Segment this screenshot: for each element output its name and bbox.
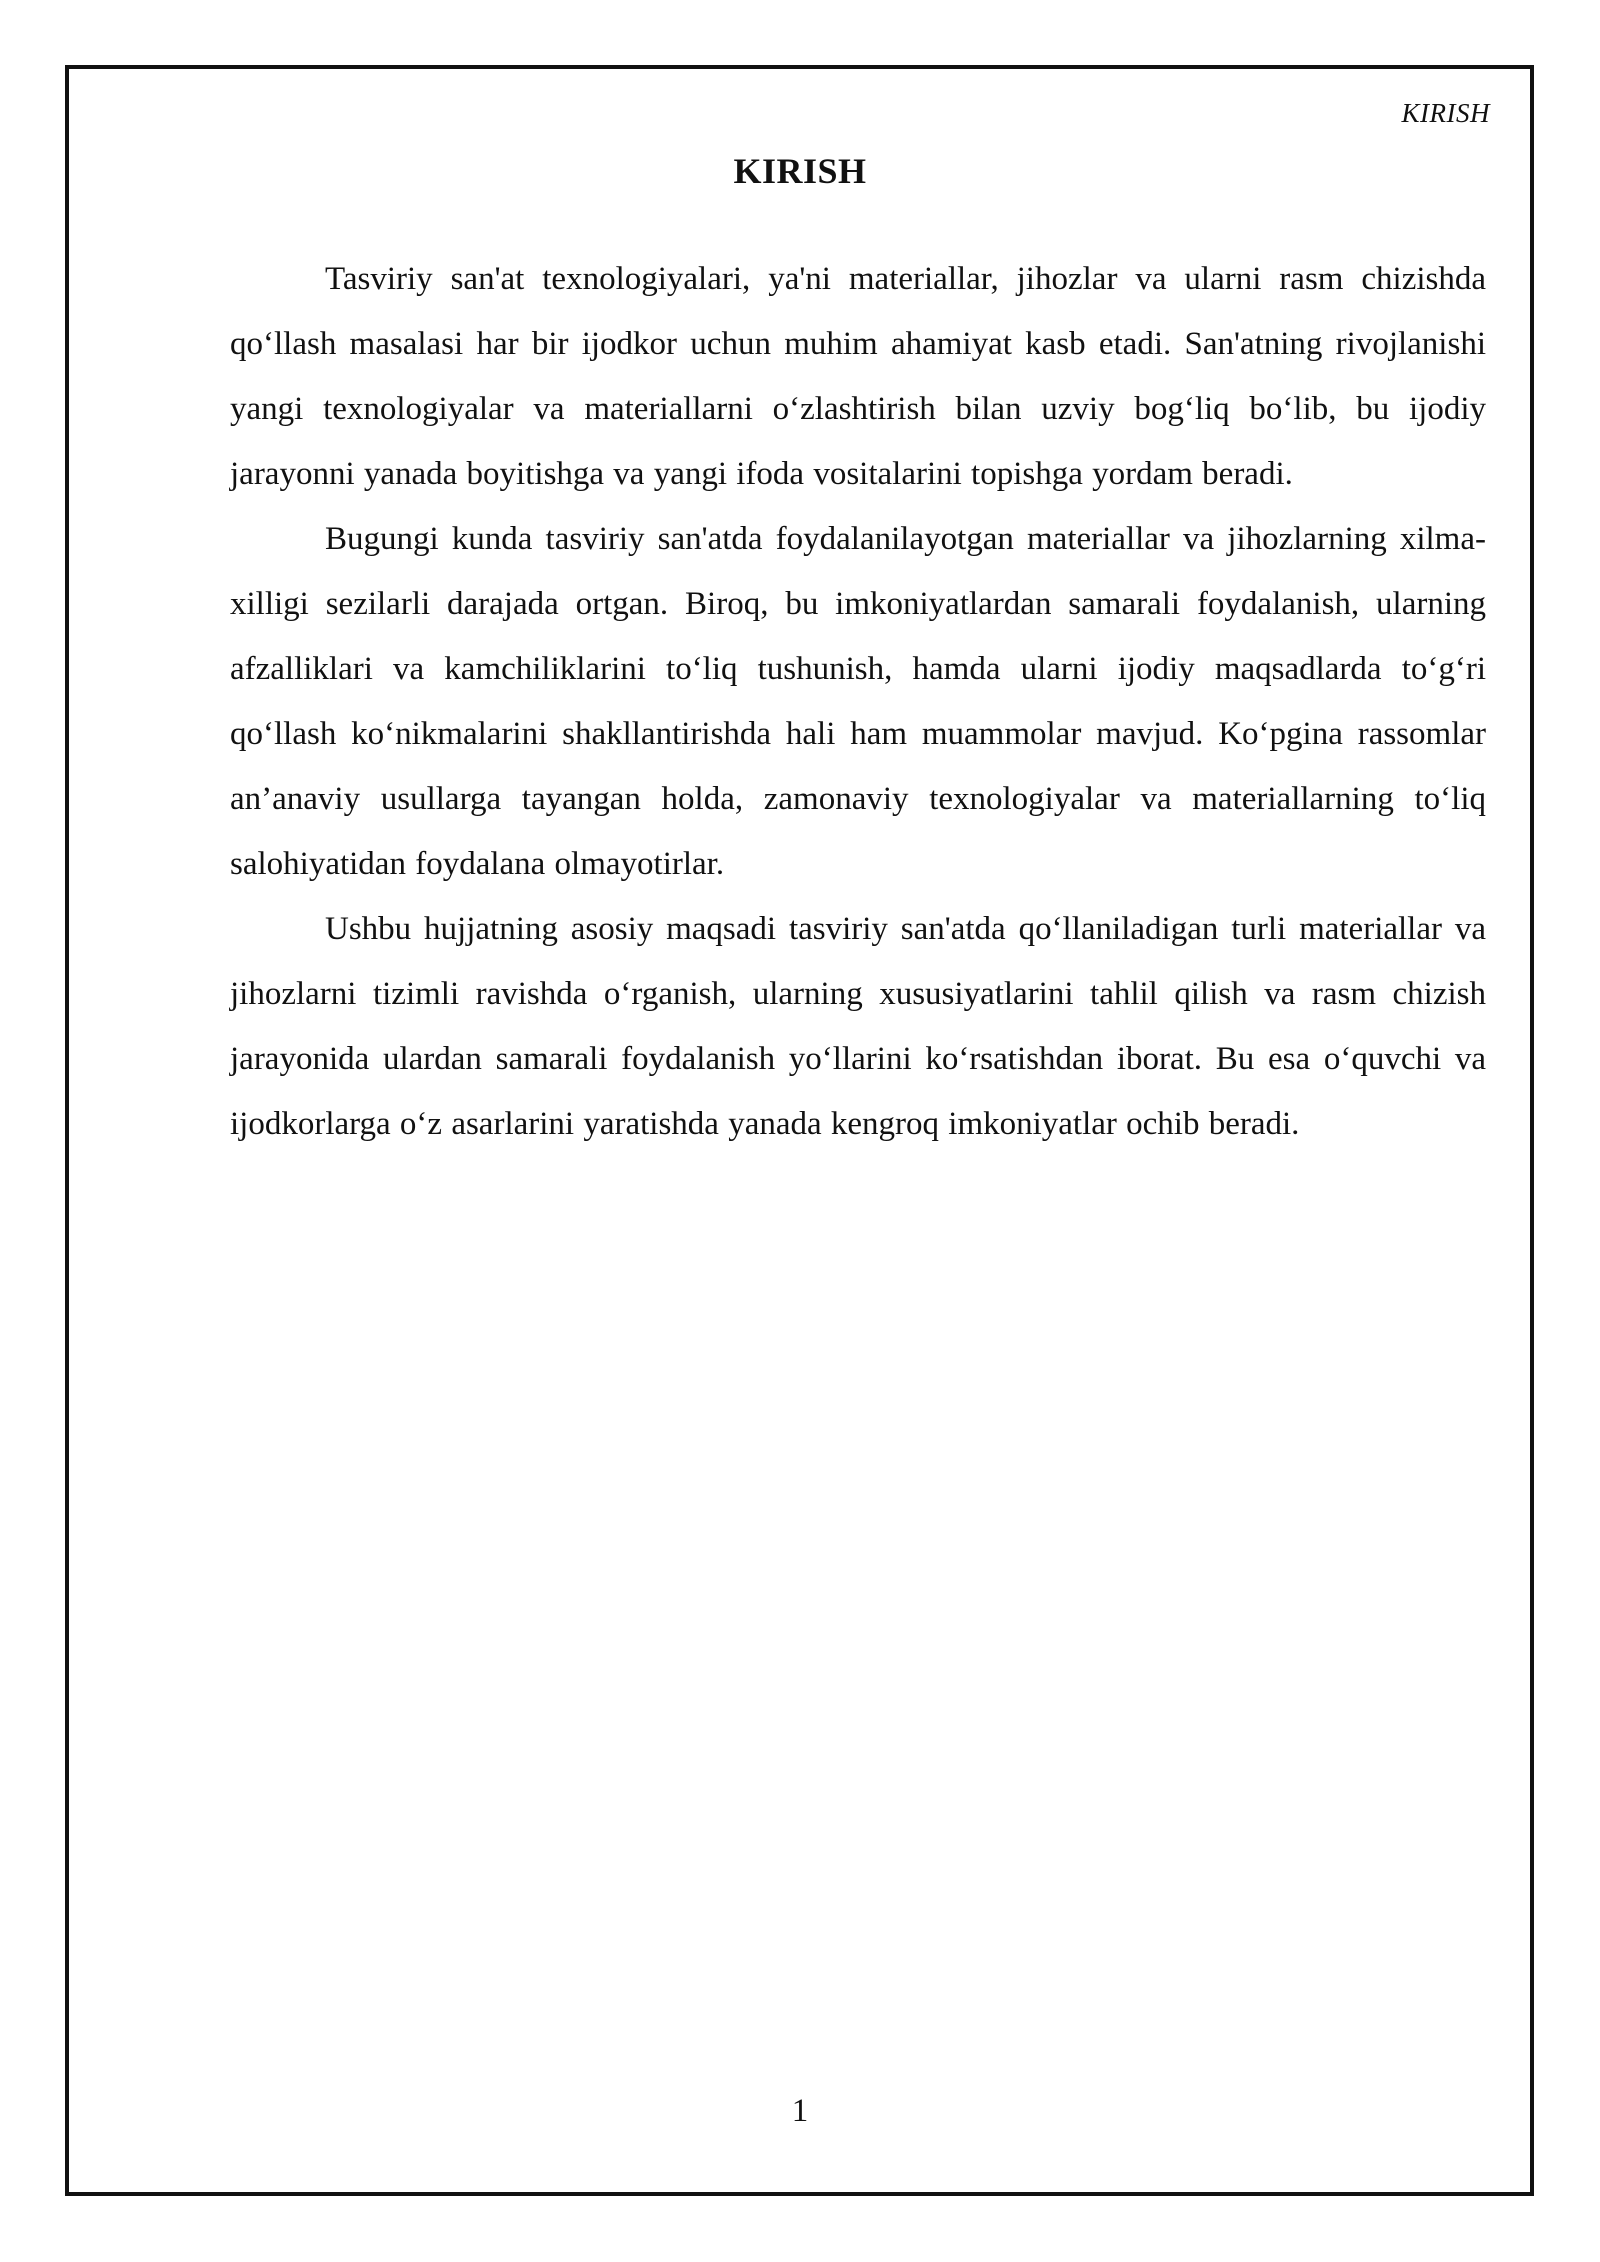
paragraph: Ushbu hujjatning asosiy maqsadi tasviriy san'atda qo‘llaniladigan turli materiallar va jihozlarni tizimli ravishda o‘rganish, ularning xususiyatlarini tahlil qilish va rasm chizish jarayonida ulardan samarali foydalanish yo‘llarini ko‘rsatishdan iborat. Bu esa o‘quvchi va ijodkorlarga o‘z asarlarini yaratishda yanada kengroq imkoniyatlar ochib beradi.: [230, 911, 1486, 1142]
running-header: KIRISH: [1401, 98, 1490, 128]
page-number: 1: [791, 2093, 809, 2129]
body-text: [230, 247, 1486, 1157]
paragraph: Tasviriy san'at texnologiyalari, ya'ni materiallar, jihozlar va ularni rasm chizishda qo‘llash masalasi har bir ijodkor uchun muhim ahamiyat kasb etadi. San'atning rivojlanishi yangi texnologiyalar va materiallarni o‘zlashtirish bilan uzviy bog‘liq bo‘lib, bu ijodiy jarayonni yanada boyitishga va yangi ifoda vositalarini topishga yordam beradi.: [230, 261, 1486, 492]
paragraph: Bugungi kunda tasviriy san'atda foydalanilayotgan materiallar va jihozlarning xilma-xilligi sezilarli darajada ortgan. Biroq, bu imkoniyatlardan samarali foydalanish, ularning afzalliklari va kamchiliklarini to‘liq tushunish, hamda ularni ijodiy maqsadlarda to‘g‘ri qo‘llash ko‘nikmalarini shakllantirishda hali ham muammolar mavjud. Ko‘pgina rassomlar an’anaviy usullarga tayangan holda, zamonaviy texnologiyalar va materiallarning to‘liq salohiyatidan foydalana olmayotirlar.: [230, 521, 1486, 882]
page-title: KIRISH: [733, 151, 867, 191]
